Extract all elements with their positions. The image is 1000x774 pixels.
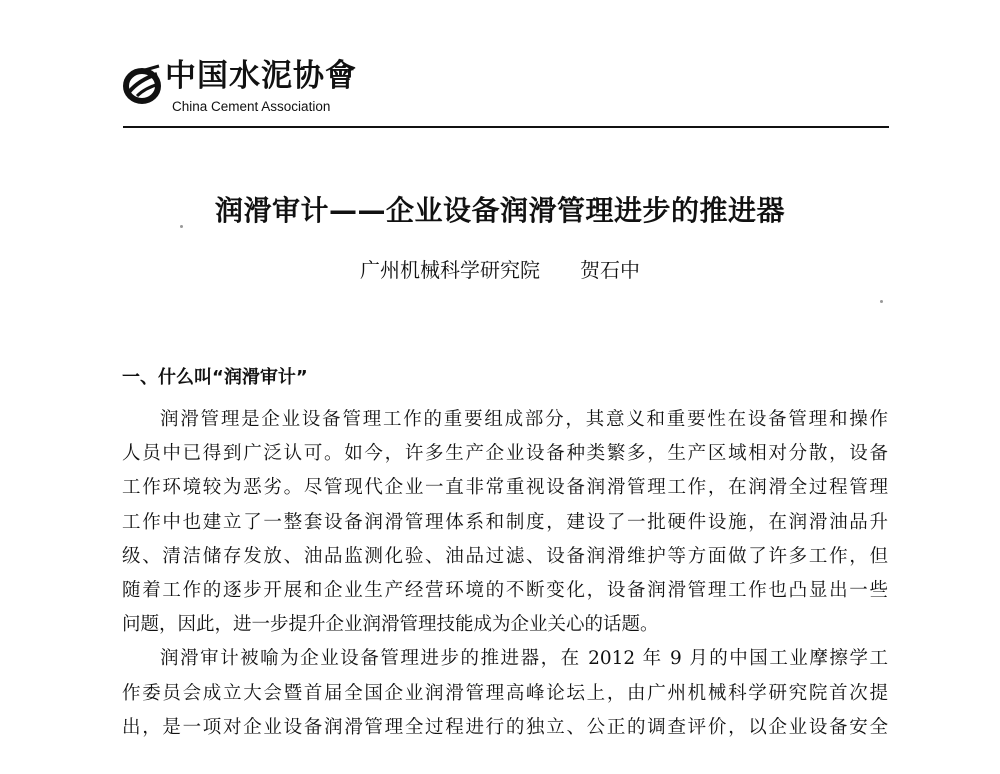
paragraph-line: 润滑管理是企业设备管理工作的重要组成部分，其意义和重要性在设备管理和操作	[160, 409, 888, 430]
paragraph-line: 随着工作的逐步开展和企业生产经营环境的不断变化，设备润滑管理工作也凸显出一些	[122, 579, 888, 601]
china-cement-association-logo-icon	[123, 62, 163, 106]
paragraph-line: 工作环境较为恶劣。尽管现代企业一直非常重视设备润滑管理工作，在润滑全过程管理	[122, 477, 888, 499]
org-name-en: China Cement Association	[172, 99, 331, 114]
scan-speck	[180, 225, 183, 228]
paragraph-line: 出，是一项对企业设备润滑管理全过程进行的独立、公正的调查评价，以企业设备安全	[122, 716, 888, 738]
paragraph-line: 问题，因此，进一步提升企业润滑管理技能成为企业关心的话题。	[122, 614, 659, 636]
body-text	[122, 403, 888, 745]
byline	[0, 256, 1000, 284]
article-title: 润滑审计——企业设备润滑管理进步的推进器	[214, 194, 785, 227]
org-name-cn: 中国水泥协會	[165, 58, 357, 94]
paragraph-line: 级、清洁储存发放、油品监测化验、油品过滤、设备润滑维护等方面做了许多工作，但	[122, 545, 888, 567]
paragraph-line: 人员中已得到广泛认可。如今，许多生产企业设备种类繁多，生产区域相对分散，设备	[122, 443, 888, 465]
section-heading: 一、什么叫“润滑审计”	[122, 367, 308, 388]
paragraph-line: 润滑审计被喻为企业设备管理进步的推进器，在 2012 年 9 月的中国工业摩擦学工	[160, 648, 888, 670]
paragraph-line: 工作中也建立了一整套设备润滑管理体系和制度，建设了一批硬件设施，在润滑油品升	[122, 511, 888, 533]
paragraph-line: 作委员会成立大会暨首届全国企业润滑管理高峰论坛上，由广州机械科学研究院首次提	[122, 682, 888, 704]
header-divider	[123, 126, 889, 128]
author: 贺石中	[580, 258, 640, 282]
scan-speck	[880, 300, 883, 303]
institution: 广州机械科学研究院	[360, 258, 540, 282]
